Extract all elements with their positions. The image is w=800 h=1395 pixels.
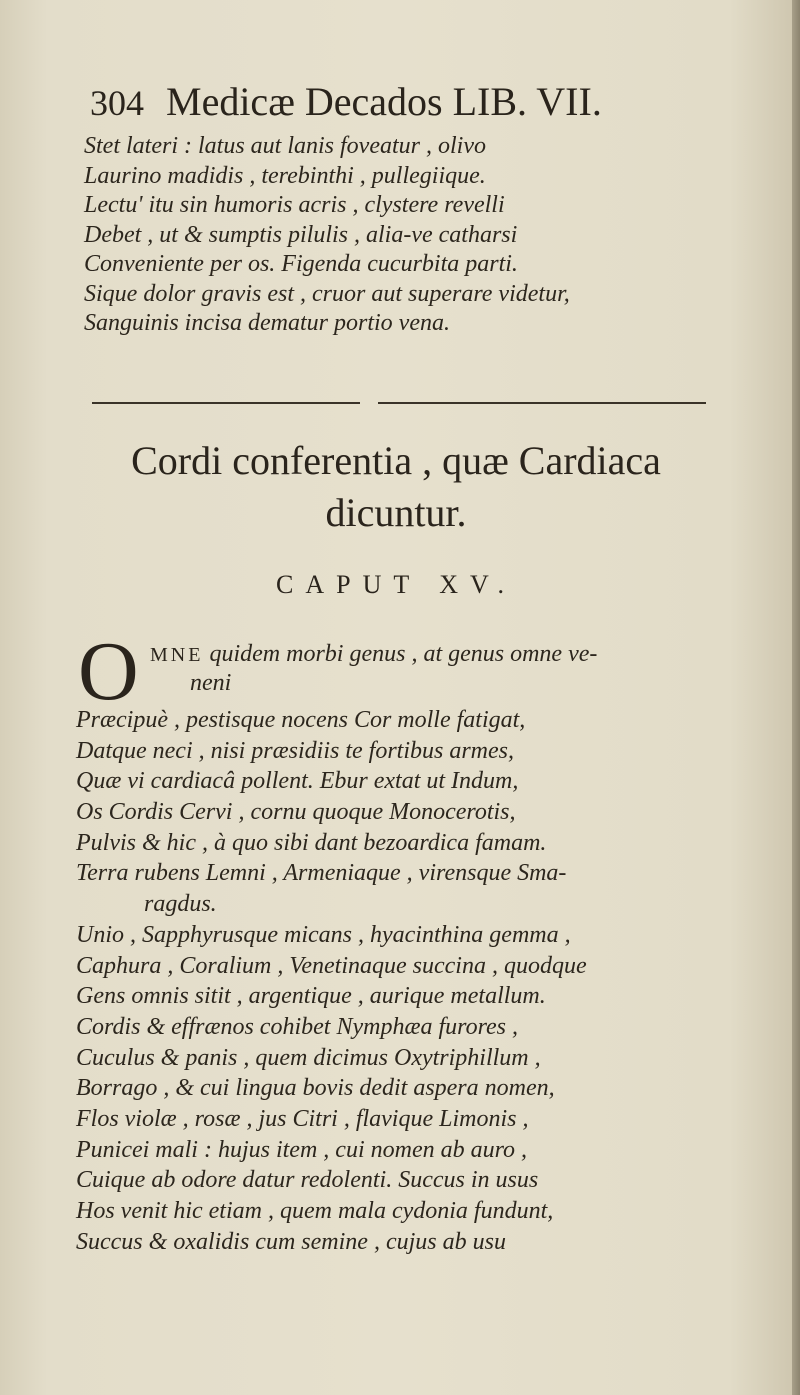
opening-line-text: quidem morbi genus , at genus omne ve- [209, 641, 598, 667]
verse-line: Succus & oxalidis cum semine , cujus ab usu [76, 1228, 506, 1255]
verse-line: Laurino madidis , terebinthi , pullegiique. [84, 162, 486, 189]
verse-line: Os Cordis Cervi , cornu quoque Monocerotis, [76, 799, 516, 826]
section-divider-right [378, 402, 706, 404]
opening-line [150, 640, 597, 669]
chapter-heading: CAPUT XV. [276, 570, 516, 599]
opening-line-continued: neni [190, 670, 232, 696]
verse-line: Præcipuè , pestisque nocens Cor molle fatigat, [76, 707, 526, 733]
verse-line: Cuculus & panis , quem dicimus Oxytriphillum , [76, 1044, 541, 1071]
verse-line: Gens omnis sitit , argentique , aurique metallum. [76, 983, 546, 1010]
verse-line: Lectu' itu sin humoris acris , clystere revelli [84, 192, 505, 218]
page-edge-shadow [792, 0, 800, 1395]
verse-line: Datque neci , nisi præsidiis te fortibus armes, [76, 737, 514, 764]
verse-line: Stet lateri : latus aut lanis foveatur , olivo [84, 133, 486, 159]
verse-line: Punicei mali : hujus item , cui nomen ab auro , [76, 1136, 528, 1163]
drop-cap: O [78, 625, 139, 718]
verse-line: Pulvis & hic , à quo sibi dant bezoardica famam. [76, 829, 547, 856]
verse-line: Quæ vi cardiacâ pollent. Ebur extat ut Indum, [76, 768, 519, 795]
verse-line: Sanguinis incisa dematur portio vena. [84, 310, 450, 336]
top-verse-block [84, 132, 570, 339]
verse-line: Sique dolor gravis est , cruor aut superare videtur, [84, 280, 570, 307]
main-verse-block [76, 706, 587, 1258]
verse-line: ragdus. [144, 891, 217, 918]
verse-line: Flos violæ , rosæ , jus Citri , flavique Limonis , [76, 1105, 529, 1132]
running-title: Medicæ Decados LIB. VII. [166, 79, 602, 124]
running-header [90, 78, 690, 125]
page-number: 304 [90, 83, 144, 123]
verse-line: Unio , Sapphyrusque micans , hyacinthina gemma , [76, 921, 571, 948]
section-divider-left [92, 402, 360, 404]
verse-line: Terra rubens Lemni , Armeniaque , virensque Sma- [76, 860, 567, 887]
verse-line: Caphura , Coralium , Venetinaque succina , quodque [76, 952, 587, 979]
section-title: Cordi conferentia , quæ Cardiaca [131, 438, 661, 483]
verse-line: Cordis & effrænos cohibet Nymphæa furores , [76, 1013, 519, 1040]
verse-line: Borrago , & cui lingua bovis dedit aspera nomen, [76, 1075, 555, 1102]
verse-line: Debet , ut & sumptis pilulis , alia-ve catharsi [84, 221, 518, 248]
verse-line: Conveniente per os. Figenda cucurbita parti. [84, 251, 518, 277]
opening-smallcaps: MNE [150, 644, 204, 666]
verse-line: Cuique ab odore datur redolenti. Succus in usus [76, 1167, 539, 1194]
section-title-continued: dicuntur. [325, 490, 467, 535]
verse-line: Hos venit hic etiam , quem mala cydonia fundunt, [76, 1198, 554, 1224]
